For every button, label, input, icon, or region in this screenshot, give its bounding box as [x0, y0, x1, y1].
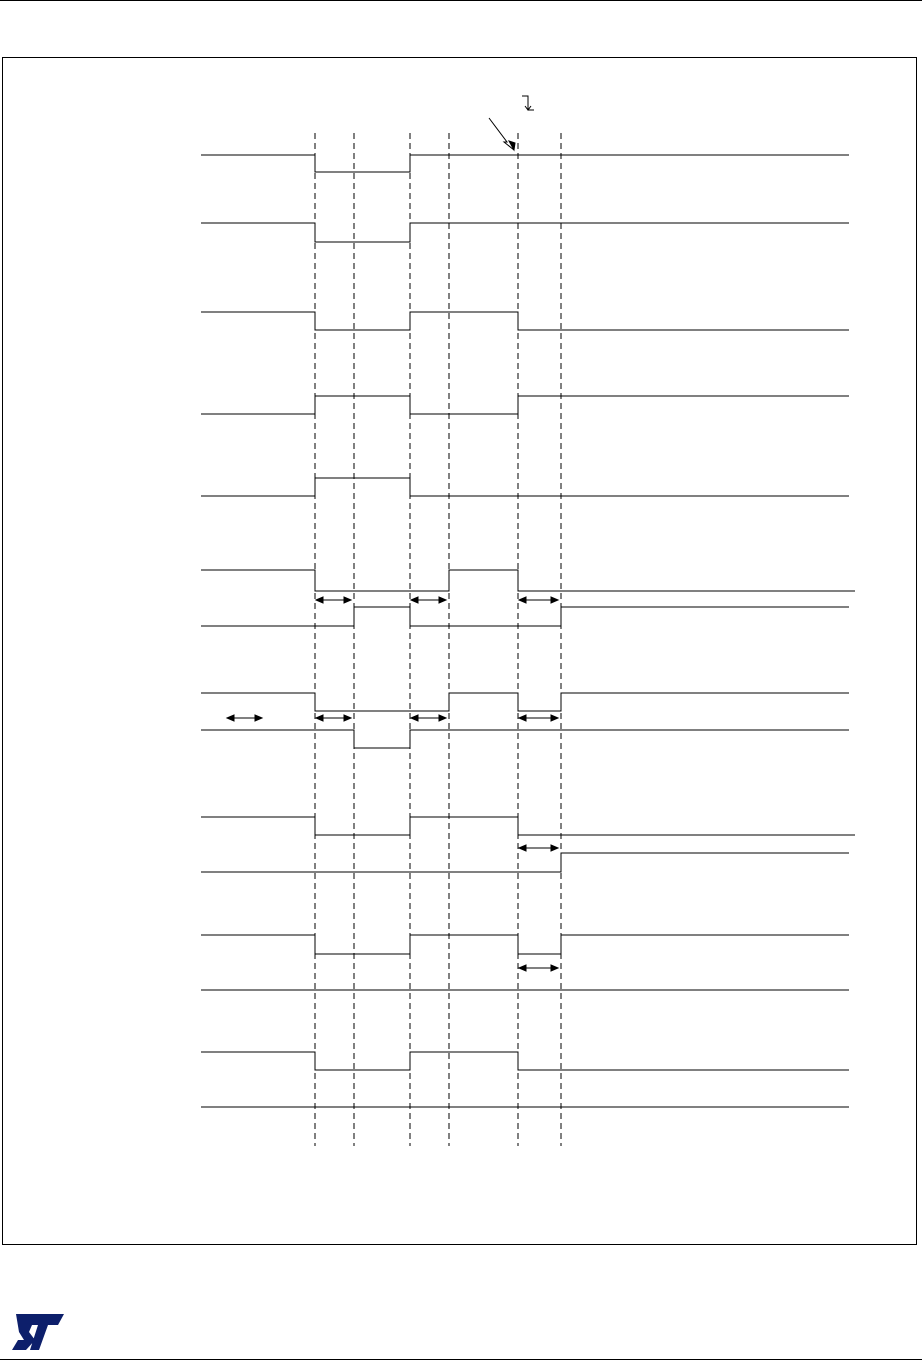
signal-waveform-5	[201, 478, 849, 496]
delay-arrow-2	[411, 597, 446, 603]
signal-waveform-10	[201, 817, 855, 835]
delay-arrow-8	[519, 845, 558, 851]
signal-waveform-3	[201, 312, 849, 330]
signal-waveform-9	[201, 730, 849, 748]
delay-arrow-6	[411, 715, 446, 721]
delay-arrow-7	[519, 715, 558, 721]
signal-waveform-4	[201, 396, 849, 414]
signal-waveform-12	[201, 935, 849, 954]
delay-arrow-9	[519, 965, 558, 971]
signal-waveforms	[201, 155, 855, 1107]
signal-waveform-8	[201, 693, 849, 711]
edge-pointer	[489, 96, 534, 150]
signal-waveform-7	[201, 607, 849, 626]
delay-arrow-5	[316, 715, 351, 721]
signal-waveform-14	[201, 1052, 849, 1070]
timing-markers	[315, 133, 561, 1146]
delay-arrow-3	[519, 597, 558, 603]
signal-waveform-6	[201, 570, 855, 591]
falling-edge-icon	[522, 96, 534, 110]
delay-arrow-1	[316, 597, 351, 603]
signal-waveform-11	[201, 853, 849, 872]
pointer-line	[489, 118, 514, 150]
st-logo	[10, 1312, 68, 1352]
st-logo-mark	[12, 1314, 64, 1350]
signal-waveform-1	[201, 155, 849, 172]
delay-arrows	[227, 597, 558, 971]
figure-frame	[3, 58, 917, 1245]
signal-waveform-2	[201, 223, 849, 242]
delay-arrow-4	[227, 715, 262, 721]
